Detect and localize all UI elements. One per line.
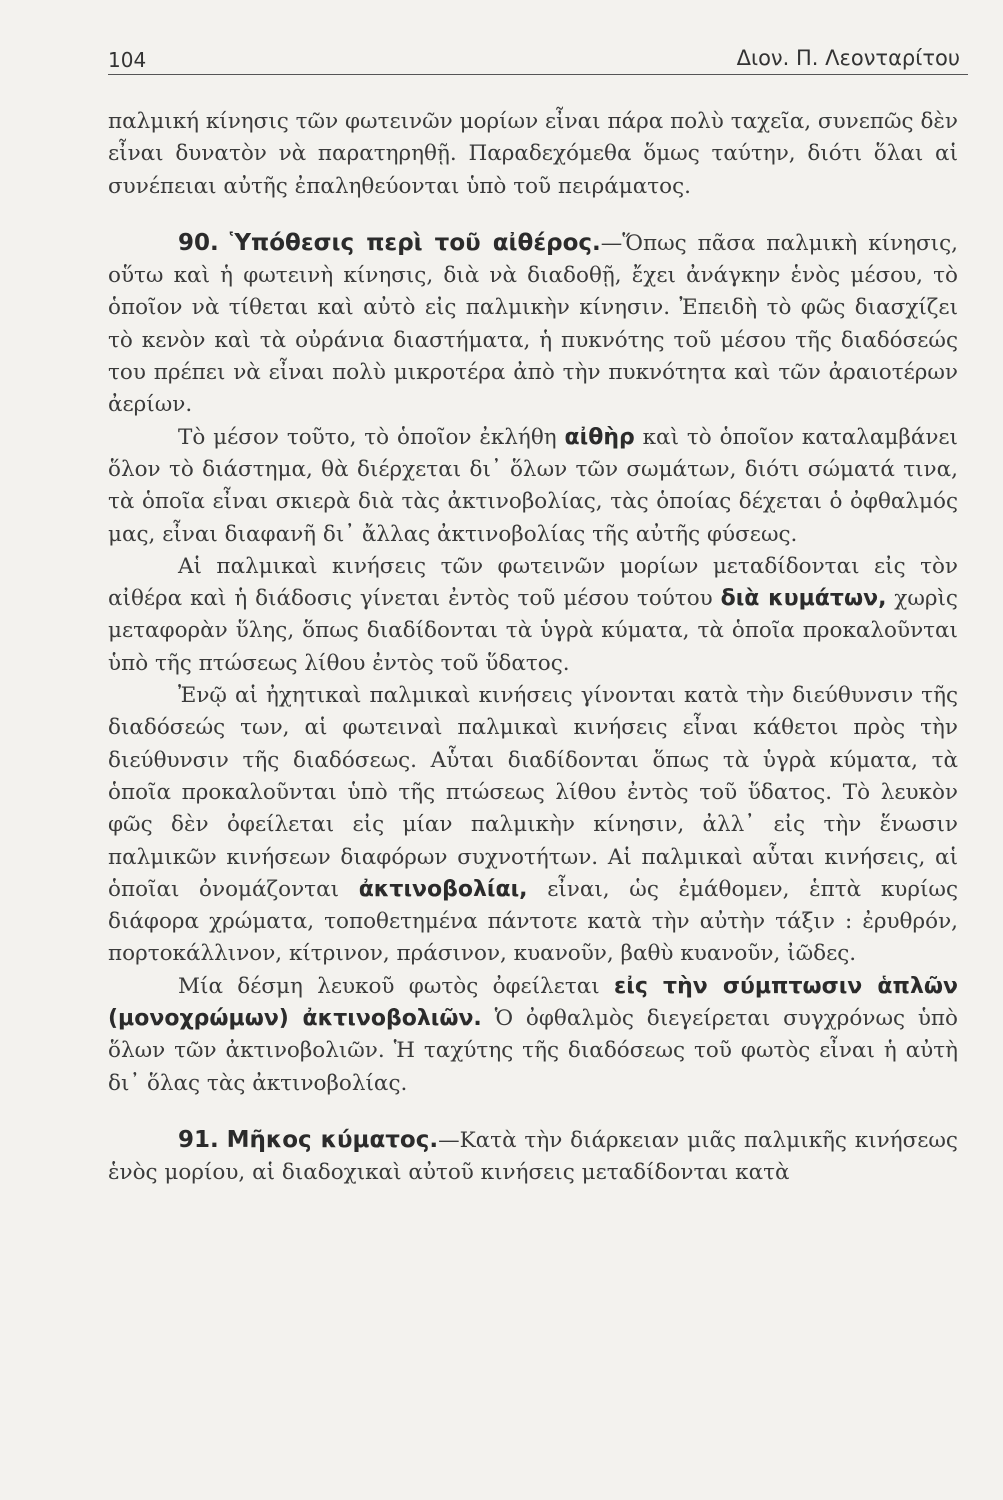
paragraph-text: Μία δέσμη λευκοῦ φωτὸς ὀφείλεται (178, 973, 615, 999)
paragraph-text: χωρὶς μεταφορὰν ὕλης, ὅπως διαδίδονται τὰ ὑγρὰ κύματα, τὰ ὁποῖα προκαλοῦνται ὑπὸ τῆς πτώσεως λίθου ἐντὸς τοῦ ὕδατος. (108, 586, 958, 676)
paragraph-text: Ὁ ὀφθαλμὸς διεγείρεται συγχρόνως ὑπὸ ὅλων τῶν ἀκτινοβολιῶν. Ἡ ταχύτης τῆς διαδόσεως τοῦ φωτὸς εἶναι ἡ αὐτὴ δι᾽ ὅλας τὰς ἀκτινοβολίας. (108, 1006, 958, 1096)
paragraph-text: Τὸ μέσον τοῦτο, τὸ ὁποῖον ἐκλήθη (178, 424, 565, 450)
bold-term-radiations: ἀκτινοβολίαι, (358, 876, 528, 902)
page-header (108, 44, 968, 75)
bold-term-waves: διὰ κυμάτων, (720, 586, 887, 612)
paragraph-radiations (108, 680, 958, 971)
bold-term-monochromatic: εἰς τὴν σύμπτωσιν ἁπλῶν (μονοχρώμων) ἀκτινοβολιῶν. (108, 973, 958, 1032)
running-head: Διον. Π. Λεονταρίτου (736, 46, 960, 70)
section-90-text: —Ὅπως πᾶσα παλμικὴ κίνησις, οὕτω καὶ ἡ φωτεινὴ κίνησις, διὰ νὰ διαδοθῇ, ἔχει ἀνάγκην ἑνὸς μέσου, τὸ ὁποῖον νὰ τίθεται καὶ αὐτὸ εἰς παλμικὴν κίνησιν. Ἐπειδὴ τὸ φῶς διασχίζει τὸ κενὸν καὶ τὰ οὐράνια διαστήματα, ἡ πυκνότης τοῦ μέσου τῆς διαδόσεώς του πρέπει νὰ εἶναι πολὺ μικροτέρα ἀπὸ τὴν πυκνότητα καὶ τῶν ἀραιοτέρων ἀερίων. (108, 230, 958, 418)
paragraph-white-light (108, 971, 958, 1100)
paragraph-text: εἶναι, ὡς ἐμάθομεν, ἑπτὰ κυρίως διάφορα χρώματα, τοποθετημένα πάντοτε κατὰ τὴν αὐτὴν τάξιν : ἐρυθρόν, πορτοκάλλινον, κίτρινον, πράσινον, κυανοῦν, βαθὺ κυανοῦν, ἰῶδες. (108, 876, 958, 967)
paragraph-text: καὶ τὸ ὁποῖον καταλαμβάνει ὅλον τὸ διάστημα, θὰ διέρχεται δι᾽ ὅλων τῶν σωμάτων, διότι σώματά τινα, τὰ ὁποῖα εἶναι σκιερὰ διὰ τὰς ἀκτινοβολίας, τὰς ὁποίας δέχεται ὁ ὀφθαλμός μας, εἶναι διαφανῆ δι᾽ ἄλλας ἀκτινοβολίας τῆς αὐτῆς φύσεως. (108, 424, 958, 547)
paragraph-aether (108, 422, 958, 551)
section-90-number: 90. (178, 229, 219, 256)
section-90-title: Ὑπόθεσις περὶ τοῦ αἰθέρος. (229, 229, 601, 256)
section-91-text: —Κατὰ τὴν διάρκειαν μιᾶς παλμικῆς κινήσεως ἑνὸς μορίου, αἱ διαδοχικαὶ αὐτοῦ κινήσεις μεταδίδονται κατὰ (108, 1127, 958, 1186)
section-91-number: 91. (178, 1126, 219, 1153)
paragraph-text: παλμική κίνησις τῶν φωτεινῶν μορίων εἶναι πάρα πολὺ ταχεῖα, συνεπῶς δὲν εἶναι δυνατὸν νὰ παρατηρηθῇ. Παραδεχόμεθα ὅμως ταύτην, διότι ὅλαι αἱ συνέπειαι αὐτῆς ἐπαληθεύονται ὑπὸ τοῦ πειράματος. (108, 109, 958, 199)
paragraph-text: Αἱ παλμικαὶ κινήσεις τῶν φωτεινῶν μορίων μεταδίδονται εἰς τὸν αἰθέρα καὶ ἡ διάδοσις γίνεται ἐντὸς τοῦ μέσου τούτου (108, 553, 958, 612)
paragraph-waves (108, 551, 958, 680)
section-91-title: Μῆκος κύματος. (226, 1126, 439, 1153)
bold-term-aether: αἰθὴρ (564, 424, 635, 450)
paragraph-text: Ἐνῷ αἱ ἠχητικαὶ παλμικαὶ κινήσεις γίνονται κατὰ τὴν διεύθυνσιν τῆς διαδόσεώς των, αἱ φωτειναὶ παλμικαὶ κινήσεις εἶναι κάθετοι πρὸς τὴν διεύθυνσιν τῆς διαδόσεως. Αὗται διαδίδονται ὅπως τὰ ὑγρὰ κύματα, τὰ ὁποῖα προκαλοῦνται ὑπὸ τῆς πτώσεως λίθου ἐντὸς τοῦ ὕδατος. Τὸ λευκὸν φῶς δὲν ὀφείλεται εἰς μίαν παλμικὴν κίνησιν, ἀλλ᾽ εἰς τὴν ἕνωσιν παλμικῶν κινήσεων διαφόρων συχνοτήτων. Αἱ παλμικαὶ αὗται κινήσεις, αἱ ὁποῖαι ὀνομάζονται (108, 683, 958, 902)
section-90-paragraph (108, 227, 958, 422)
paragraph-continued (108, 106, 958, 203)
page-number: 104 (108, 48, 147, 72)
page-body (108, 106, 958, 1190)
section-91-paragraph (108, 1124, 958, 1190)
